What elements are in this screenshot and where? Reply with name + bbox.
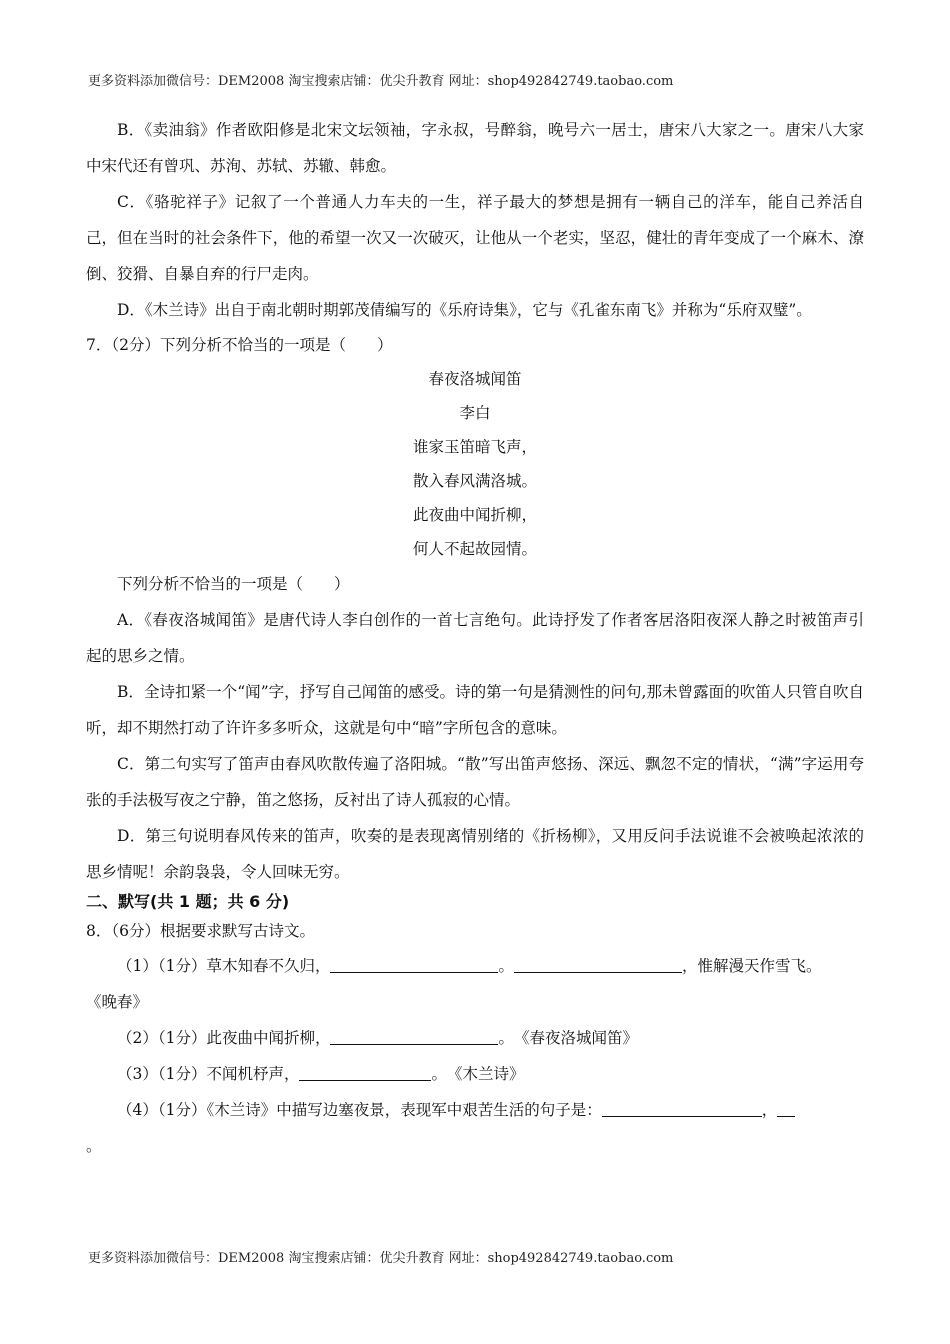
q6-option-c: C．《骆驼祥子》记叙了一个普通人力车夫的一生，祥子最大的梦想是拥有一辆自己的洋车，能自己养活自己，但在当时的社会条件下，他的希望一次又一次破灭，让他从一个老实，坚忍，健壮的青年变成了一个麻木、潦倒、狡猾、自暴自弃的行尸走肉。 [86,193,864,283]
q7-option-a: A．《春夜洛城闻笛》是唐代诗人李白创作的一首七言绝句。此诗抒发了作者客居洛阳夜深人静之时被笛声引起的思乡之情。 [86,611,864,665]
q8-sub1 [86,948,864,984]
q6-option-b: B．《卖油翁》作者欧阳修是北宋文坛领袖，字永叔，号醉翁，晚号六一居士，唐宋八大家之一。唐宋八大家中宋代还有曾巩、苏洵、苏轼、苏辙、韩愈。 [86,121,864,175]
q8-sub4-end: 。 [86,1137,102,1155]
q7-stem: 7．（2分）下列分析不恰当的一项是（ ） [86,336,393,354]
section-title: 二、默写(共 1 题；共 6 分) [86,892,290,911]
q8-sub3-text: （3）（1分）不闻机杼声， [117,1065,300,1083]
poem-line: 谁家玉笛暗飞声， [412,438,537,456]
q8-sub2-text: （2）（1分）此夜曲中闻折柳， [117,1029,331,1047]
q8-sub1-mid: 。 [498,957,514,975]
q7-option-c: C．第二句实写了笛声由春风吹散传遍了洛阳城。“散”写出笛声悠扬、深远、飘忽不定的情状，“满”字运用夸张的手法极写夜之宁静，笛之悠扬，反衬出了诗人孤寂的心情。 [86,755,864,809]
document-body [86,112,864,1164]
q8-sub1-source: 《晚春》 [86,993,149,1011]
q8-sub3-end: 。 《木兰诗》 [431,1065,525,1083]
answer-blank[interactable] [514,956,682,973]
q8-sub4-mid: ， [761,1101,778,1119]
page-header: 更多资料添加微信号：DEM2008 淘宝搜索店铺：优尖升教育 网址：shop492842749.taobao.com [88,74,674,89]
answer-blank[interactable] [777,1100,795,1117]
q7-sub-stem: 下列分析不恰当的一项是（ ） [117,575,350,593]
q8-sub1-text: （1）（1分）草木知春不久归， [117,957,331,975]
q8-sub2-end: 。 《春夜洛城闻笛》 [498,1029,638,1047]
answer-blank[interactable] [299,1064,431,1081]
q7-option-d: D．第三句说明春风传来的笛声，吹奏的是表现离情别绪的《折杨柳》，又用反问手法说谁不会被唤起浓浓的思乡情呢！余韵袅袅，令人回味无穷。 [86,827,864,881]
poem-title: 春夜洛城闻笛 [428,370,522,388]
poem-line: 此夜曲中闻折柳， [412,506,537,524]
answer-blank[interactable] [330,956,498,973]
q8-sub1-end: ，惟解漫天作雪飞。 [682,957,822,975]
q8-sub3 [86,1056,864,1092]
q8-stem: 8．（6分）根据要求默写古诗文。 [86,922,315,940]
q8-sub4 [86,1092,864,1128]
answer-blank[interactable] [602,1100,762,1117]
poem-line: 散入春风满洛城。 [412,472,537,490]
poem-author: 李白 [459,404,491,422]
answer-blank[interactable] [330,1028,498,1045]
q8-sub4-text: （4）（1分）《木兰诗》中描写边塞夜景，表现军中艰苦生活的句子是： [117,1101,602,1119]
q8-sub2 [86,1020,864,1056]
q6-option-d: D．《木兰诗》出自于南北朝时期郭茂倩编写的《乐府诗集》，它与《孔雀东南飞》并称为“乐府双璧”。 [117,301,812,319]
page-footer: 更多资料添加微信号：DEM2008 淘宝搜索店铺：优尖升教育 网址：shop492842749.taobao.com [88,1251,674,1266]
q7-option-b: B．全诗扣紧一个“闻”字，抒写自己闻笛的感受。诗的第一句是猜测性的问句,那未曾露面的吹笛人只管自吹自听，却不期然打动了许许多多听众，这就是句中“暗”字所包含的意味。 [86,683,864,737]
poem-line: 何人不起故园情。 [412,540,537,558]
